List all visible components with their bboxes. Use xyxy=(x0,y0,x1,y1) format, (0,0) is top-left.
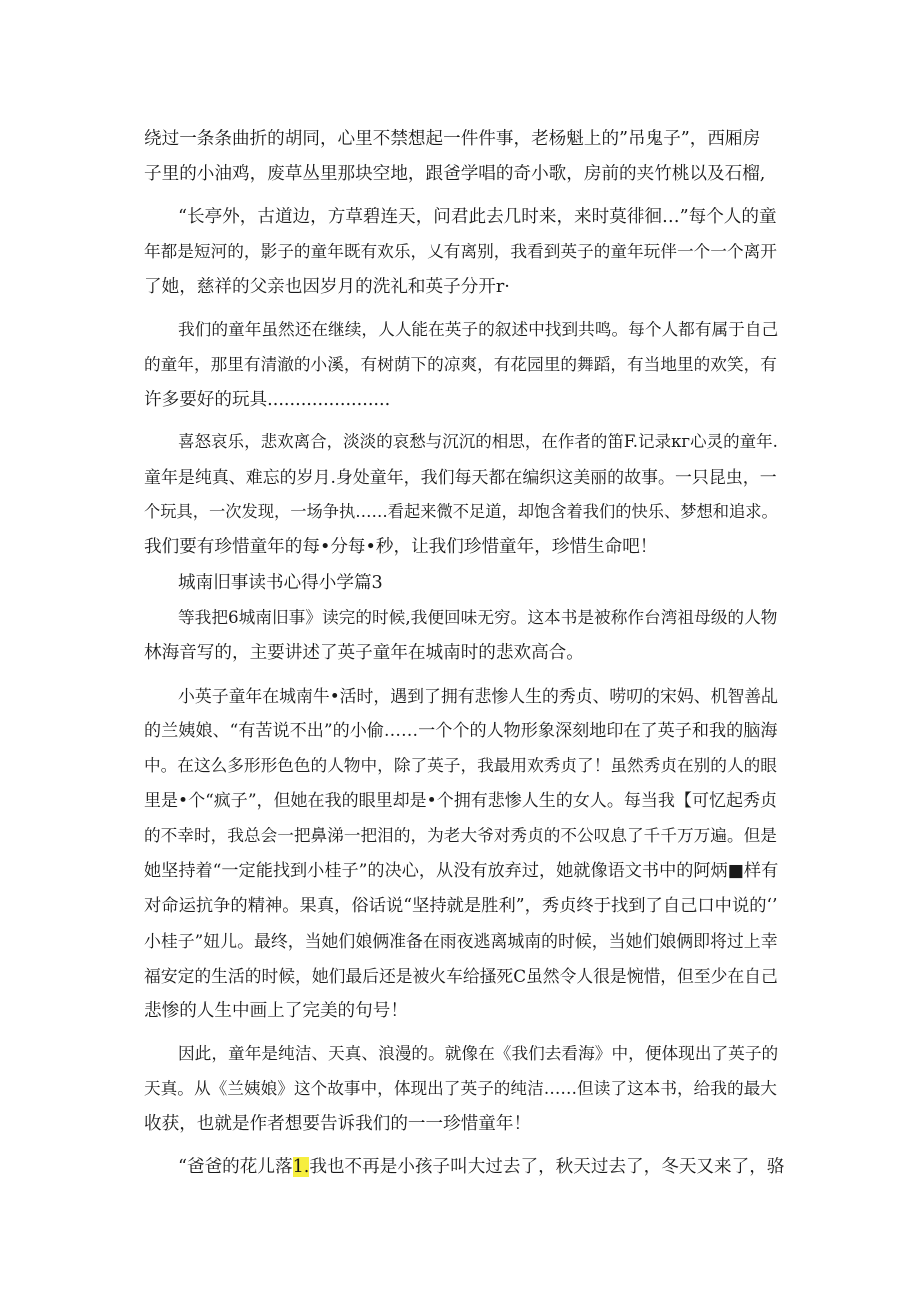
text-line: 绕过一条条曲折的胡同，心里不禁想起一件件事，老杨魁上的”吊鬼子”，西厢房 xyxy=(144,129,761,149)
document-page xyxy=(144,0,784,1301)
text-line: 等我把6城南旧事》读完的时候,我便回味无穷。这本书是被称作台湾祖母级的人物 xyxy=(178,608,778,627)
text-line: 个玩具，一次发现，一场争执……看起来微不足道，却饱含着我们的快乐、梦想和追求。 xyxy=(144,502,778,521)
text-line: 的兰姨娘、“有苦说不出”的小偷……一个个的人物形象深刻地印在了英子和我的脑海 xyxy=(144,721,778,741)
text-line: 我们要有珍惜童年的每•分每•秒，让我们珍惜童年，珍惜生命吧！ xyxy=(144,537,658,557)
last-line-end: 我也不再是小孩子叫大过去了，秋天过去了，冬天又来了，骆 xyxy=(309,1157,785,1177)
text-line: 小桂子”妞儿。最终，当她们娘俩准备在雨夜逃离城南的时候，当她们娘俩即将过上幸 xyxy=(144,931,778,951)
text-line: 收获，也就是作者想要告诉我们的一一珍惜童年！ xyxy=(144,1114,532,1134)
last-line-start: “爸爸的花儿落 xyxy=(178,1157,293,1177)
text-line: 的不幸时，我总会一把鼻涕一把泪的，为老大爷对秀贞的不公叹息了千千万万遍。但是 xyxy=(144,826,777,845)
text-line: 她坚持着“一定能找到小桂子”的决心，从没有放弃过，她就像语文书中的阿炳■样有 xyxy=(144,861,779,881)
text-line: 喜怒哀乐，悲欢离合，淡淡的哀愁与沉沉的相思，在作者的笛F.记录кг心灵的童年. xyxy=(178,432,778,451)
text-line: 悲惨的人生中画上了完美的句号！ xyxy=(144,1001,408,1021)
text-line: 福安定的生活的时候，她们最后还是被火车给搔死C虽然令人很是惋惜，但至少在自己 xyxy=(144,966,778,986)
text-line: 对命运抗争的精神。果真，俗话说“坚持就是胜利”，秀贞终于找到了自己口中说的‘’ xyxy=(144,896,778,916)
text-line: 子里的小油鸡，废草丛里那块空地，跟爸学唱的奇小歌，房前的夹竹桃以及石榴, xyxy=(144,164,766,184)
text-line: 小英子童年在城南牛•活时，遇到了拥有悲惨人生的秀贞、唠叨的宋妈、机智善乩 xyxy=(178,686,779,706)
text-line: 因此，童年是纯洁、天真、浪漫的。就像在《我们去看海》中，便体现出了英子的 xyxy=(178,1044,779,1063)
text-line: 中。在这么多形形色色的人物中，除了英子，我最用欢秀贞了！虽然秀贞在别的人的眼 xyxy=(144,756,777,775)
text-line-last xyxy=(178,1154,784,1180)
text-line: 我们的童年虽然还在继续，人人能在英子的叙述中找到共鸣。每个人都有属于自己 xyxy=(178,320,779,339)
text-line: 童年是纯真、难忘的岁月.身处童年，我们每天都在编织这美丽的故事。一只昆虫，一 xyxy=(144,467,777,487)
text-line: 林海音写的，主要讲述了英子童年在城南时的悲欢高合。 xyxy=(144,643,584,663)
text-line: 天真。从《兰姨娘》这个故事中，体现出了英子的纯洁……但读了这本书，给我的最大 xyxy=(144,1079,777,1098)
text-line: 许多要好的玩具...................... xyxy=(144,390,391,410)
text-line: 的童年，那里有清澈的小溪，有树荫下的凉爽，有花园里的舞蹈，有当地里的欢笑，有 xyxy=(144,355,777,374)
text-line: “长亭外，古道边，方草碧连天，问君此去几时来，来时莫徘徊…”每个人的童 xyxy=(178,207,777,227)
highlighted-marker: 1. xyxy=(292,1157,310,1177)
text-line: 年都是短河的，影子的童年既有欢乐，乂有离别，我看到英子的童年玩伴一个一个离开 xyxy=(144,242,777,261)
section-heading: 城南旧事读书心得小学篇3 xyxy=(178,573,383,593)
text-line: 里是•个“疯子”，但她在我的眼里却是•个拥有悲惨人生的女人。每当我【可忆起秀贞 xyxy=(144,791,778,811)
text-line: 了她，慈祥的父亲也因岁月的洗礼和英子分开r· xyxy=(144,277,510,297)
